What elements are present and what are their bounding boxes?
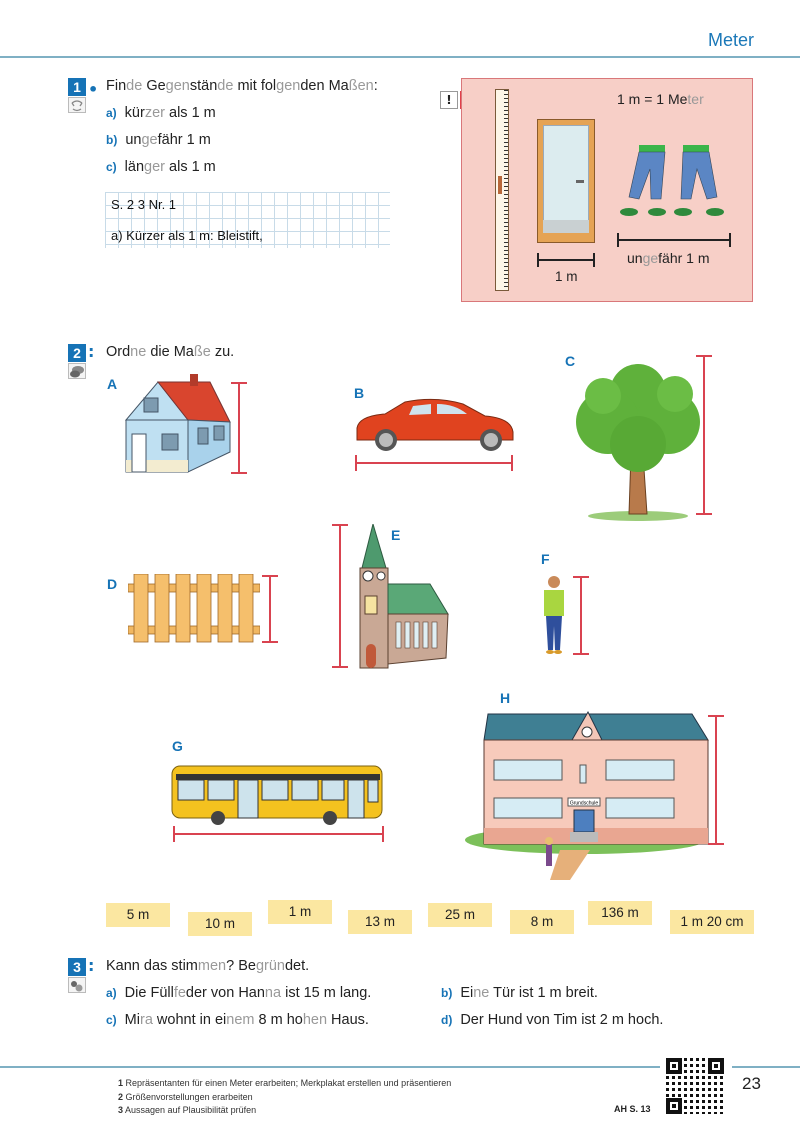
measure-tag[interactable]: 25 m (428, 903, 492, 927)
school-height-marker (715, 715, 717, 845)
notebook-example (105, 192, 390, 248)
header-divider (0, 56, 800, 58)
picture-label-a: A (107, 376, 118, 392)
exercise-2-colon: : (88, 342, 95, 361)
footnotes (118, 1077, 451, 1118)
exercise-2-title: Ordne die Maße zu. (106, 344, 235, 360)
school-image (460, 710, 710, 880)
qr-code-icon[interactable] (666, 1058, 724, 1114)
footnote-2: 2 Größenvorstellungen erarbeiten (118, 1091, 253, 1102)
church-height-marker (339, 524, 341, 668)
exercise-1-number: 1 (68, 78, 86, 96)
boy-image (540, 574, 568, 656)
speech-bubbles-icon (68, 363, 86, 379)
tree-height-marker (703, 355, 705, 515)
measure-tag[interactable]: 5 m (106, 903, 170, 927)
picture-label-d: D (107, 576, 118, 592)
bus-length-marker (173, 833, 384, 835)
exercise-1-title: Finde Gegenstände mit folgenden Maßen: (106, 78, 378, 94)
footnote-1: 1 Repräsentanten für einen Meter erarbeiten; Merkplakat erstellen und präsentieren (118, 1078, 452, 1088)
exercise-3-item-d: d) Der Hund von Tim ist 2 m hoch. (441, 1012, 664, 1028)
page-number: 23 (742, 1074, 761, 1093)
measure-tag[interactable]: 8 m (510, 910, 574, 934)
tree-image (563, 354, 713, 522)
measure-tag[interactable]: 1 m (268, 900, 332, 924)
exercise-3-item-c: c) Mira wohnt in einem 8 m hohen Haus. (106, 1012, 369, 1028)
cooperation-icon (68, 97, 86, 113)
door-width-marker (537, 259, 595, 261)
picture-label-h: H (500, 690, 511, 706)
fence-image (128, 574, 260, 644)
exercise-3-item-b: b) Eine Tür ist 1 m breit. (441, 985, 598, 1001)
bus-image (170, 764, 384, 826)
workbook-reference: AH S. 13 (614, 1104, 651, 1114)
measure-tag[interactable]: 1 m 20 cm (670, 910, 754, 934)
fence-height-marker (269, 575, 271, 643)
folding-ruler-icon (495, 89, 509, 291)
picture-label-c: C (565, 353, 576, 369)
picture-label-g: G (172, 738, 183, 754)
exercise-2-number: 2 (68, 344, 86, 362)
exercise-3-title: Kann das stimmen? Begründet. (106, 958, 310, 974)
car-image (355, 398, 515, 453)
house-height-marker (238, 382, 240, 474)
measure-tag[interactable]: 10 m (188, 912, 252, 936)
picture-label-f: F (541, 551, 550, 567)
chapter-title: Meter (707, 30, 754, 50)
boy-height-marker (580, 576, 582, 655)
exercise-1-item-c: c) länger als 1 m (106, 159, 216, 175)
picture-label-e: E (391, 527, 401, 543)
church-image (350, 524, 450, 670)
exercise-3-item-a: a) Die Füllfeder von Hanna ist 15 m lang. (106, 985, 372, 1001)
meter-definition: 1 m = 1 Meter (617, 91, 704, 107)
measure-tag[interactable]: 136 m (588, 901, 652, 925)
svg-text:Grundschule: Grundschule (569, 800, 599, 807)
measure-tag[interactable]: 13 m (348, 910, 412, 934)
steps-length-label: ungefähr 1 m (627, 250, 710, 266)
picture-label-b: B (354, 385, 365, 401)
steps-length-marker (617, 239, 731, 241)
exercise-3-number: 3 (68, 958, 86, 976)
partner-icon (68, 977, 86, 993)
door-icon (537, 119, 595, 243)
door-width-label: 1 m (555, 269, 578, 284)
exercise-1-dot: • (88, 80, 99, 99)
exercise-1-item-a: a) kürzer als 1 m (106, 105, 216, 121)
info-badge: ! (440, 91, 458, 109)
exercise-1-item-b: b) ungefähr 1 m (106, 132, 211, 148)
footnote-3: 3 Aussagen auf Plausibilität prüfen (118, 1105, 257, 1115)
footer-divider-left (0, 1066, 660, 1068)
house-image (118, 372, 236, 476)
car-length-marker (355, 462, 513, 464)
footer-divider-right (732, 1066, 800, 1068)
walking-legs-icon (617, 139, 737, 229)
notebook-line-2: a) Kürzer als 1 m: Bleistift, (111, 228, 263, 243)
notebook-line-1: S. 2 3 Nr. 1 (111, 197, 177, 212)
meter-info-box (461, 78, 753, 302)
exercise-3-colon: : (88, 956, 95, 975)
